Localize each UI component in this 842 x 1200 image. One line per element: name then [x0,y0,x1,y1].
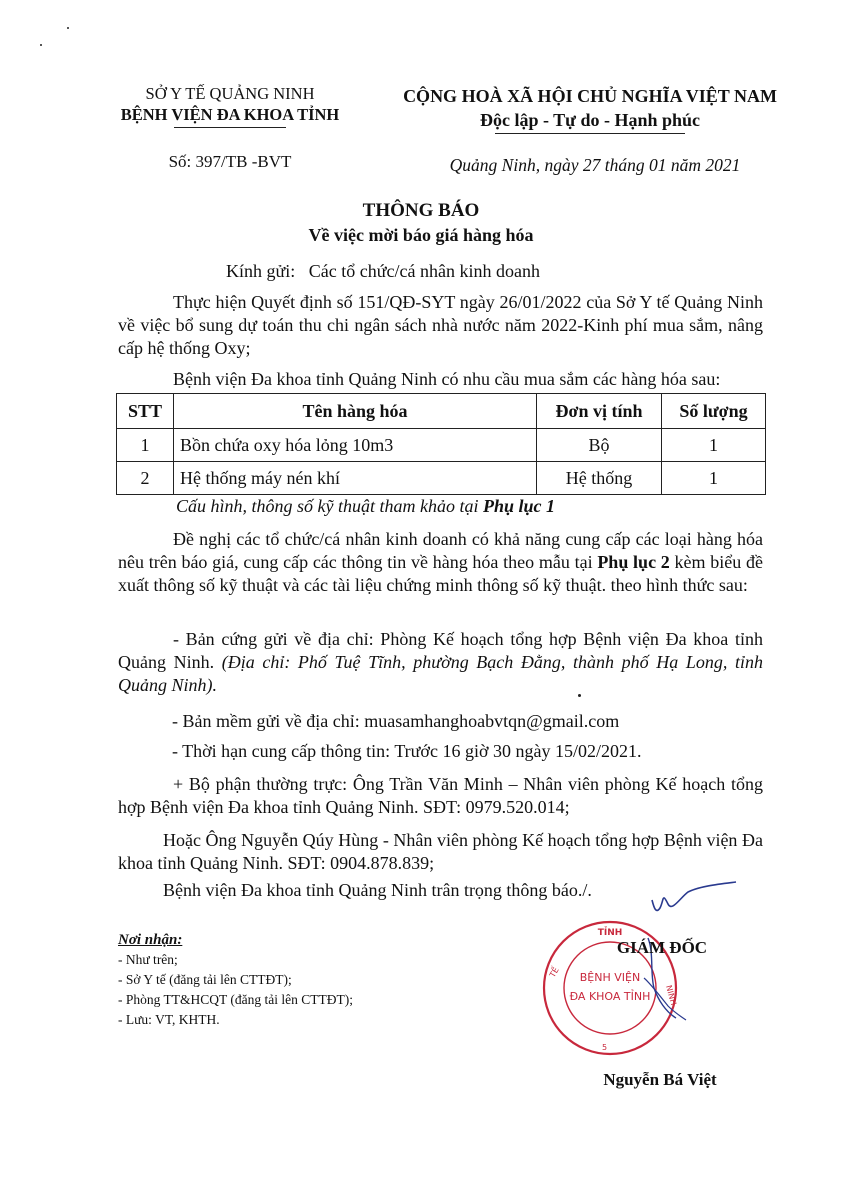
config-note [176,496,555,517]
table-row [117,429,766,462]
hard-copy-address: (Địa chỉ: Phố Tuệ Tĩnh, phường Bạch Đằng, thành phố Hạ Long, tỉnh Quảng Ninh). [118,652,763,695]
document-number: Số: 397/TB -BVT [168,152,292,171]
recipient-item: - Như trên; [118,952,178,967]
table-row [117,462,766,495]
hard-copy-instruction [118,628,763,697]
issuer-block [95,83,365,172]
motto: Độc lập - Tự do - Hạnh phúc [479,110,701,130]
notice-subtitle: Về việc mời báo giá hàng hóa [308,225,534,245]
cell-quantity: 1 [662,462,766,495]
request-paragraph [118,528,763,597]
svg-text:5: 5 [602,1043,608,1052]
motto-underline [495,133,685,134]
header-unit: Đơn vị tính [537,394,662,429]
recipient-item: - Lưu: VT, KHTH. [118,1012,220,1027]
greeting-value: Các tổ chức/cá nhân kinh doanh [308,261,540,281]
appendix-1-ref: Phụ lục 1 [482,496,556,516]
header-quantity: Số lượng [662,394,766,429]
recipient-item: - Phòng TT&HCQT (đăng tải lên CTTĐT); [118,992,353,1007]
cell-unit: Hệ thống [537,462,662,495]
config-note-text: Cấu hình, thông số kỹ thuật tham khảo tại [176,496,483,516]
cell-item-name: Hệ thống máy nén khí [174,462,537,495]
request-text-cont: kèm biểu đề xuất thông số kỹ thuật và các tài liệu chứng minh thông số kỹ thuật. theo hình thức sau: [118,552,763,595]
greeting [226,261,540,282]
cell-quantity: 1 [662,429,766,462]
deadline: - Thời hạn cung cấp thông tin: Trước 16 giờ 30 ngày 15/02/2021. [172,741,642,761]
goods-table [116,393,766,495]
country-name: CỘNG HOÀ XÃ HỘI CHỦ NGHĨA VIỆT NAM [403,86,777,106]
svg-text:TẾ: TẾ [547,965,561,979]
svg-text:NINH: NINH [664,984,679,1007]
recipient-item: - Sở Y tế (đăng tải lên CTTĐT); [118,972,292,987]
national-motto-block [380,84,800,177]
scan-speck [40,44,42,46]
notice-title: THÔNG BÁO [362,200,480,221]
cell-stt: 2 [117,462,174,495]
issuer-underline [174,127,286,128]
contact-primary: + Bộ phận thường trực: Ông Trần Văn Minh – Nhân viên phòng Kế hoạch tổng hợp Bệnh viện Đa khoa tỉnh Quảng Ninh. SĐT: 0979.520.014; [118,774,763,817]
svg-text:ĐA KHOA TỈNH: ĐA KHOA TỈNH [569,990,651,1003]
scan-speck [67,27,69,29]
signer-title: GIÁM ĐỐC [616,938,708,957]
intro-paragraph: Thực hiện Quyết định số 151/QĐ-SYT ngày 26/01/2022 của Sở Y tế Quảng Ninh về việc bổ sung dự toán thu chi ngân sách nhà nước năm 2022-Kinh phí mua sắm, nâng cấp hệ thống Oxy; [118,292,763,358]
recipients-title: Nơi nhận: [118,932,183,948]
svg-text:BỆNH VIỆN: BỆNH VIỆN [579,971,641,984]
cell-stt: 1 [117,429,174,462]
hard-copy-text: - Bản cứng gửi về địa chỉ: Phòng Kế hoạch tổng hợp Bệnh viện Đa khoa tỉnh Quảng Ninh. [118,629,763,672]
contact-secondary: Hoặc Ông Nguyễn Qúy Hùng - Nhân viên phòng Kế hoạch tổng hợp Bệnh viện Đa khoa tỉnh Quảng Ninh. SĐT: 0904.878.839; [118,830,763,873]
appendix-2-ref: Phụ lục 2 [597,552,670,572]
table-header-row [117,394,766,429]
issuer-department: SỞ Y TẾ QUẢNG NINH [145,84,315,103]
place-date: Quảng Ninh, ngày 27 tháng 01 năm 2021 [449,155,741,175]
svg-text:TỈNH: TỈNH [597,928,623,938]
soft-copy-instruction: - Bản mềm gửi về địa chỉ: muasamhanghoabvtqn@gmail.com [172,711,620,731]
cell-unit: Bộ [537,429,662,462]
purchase-intro: Bệnh viện Đa khoa tỉnh Quảng Ninh có nhu cầu mua sắm các hàng hóa sau: [173,369,721,389]
header-stt: STT [117,394,174,429]
greeting-label: Kính gửi: [226,261,296,281]
recipients-block [118,930,418,1030]
closing-line: Bệnh viện Đa khoa tỉnh Quảng Ninh trân trọng thông báo./. [163,880,592,900]
header-item-name: Tên hàng hóa [174,394,537,429]
request-text: Đề nghị các tổ chức/cá nhân kinh doanh có khả năng cung cấp các loại hàng hóa nêu trên báo giá, cung cấp các thông tin về hàng hóa theo mẫu tại [118,529,763,572]
signer-name: Nguyễn Bá Việt [603,1070,717,1089]
cell-item-name: Bồn chứa oxy hóa lỏng 10m3 [174,429,537,462]
issuer-hospital: BỆNH VIỆN ĐA KHOA TỈNH [120,105,340,124]
